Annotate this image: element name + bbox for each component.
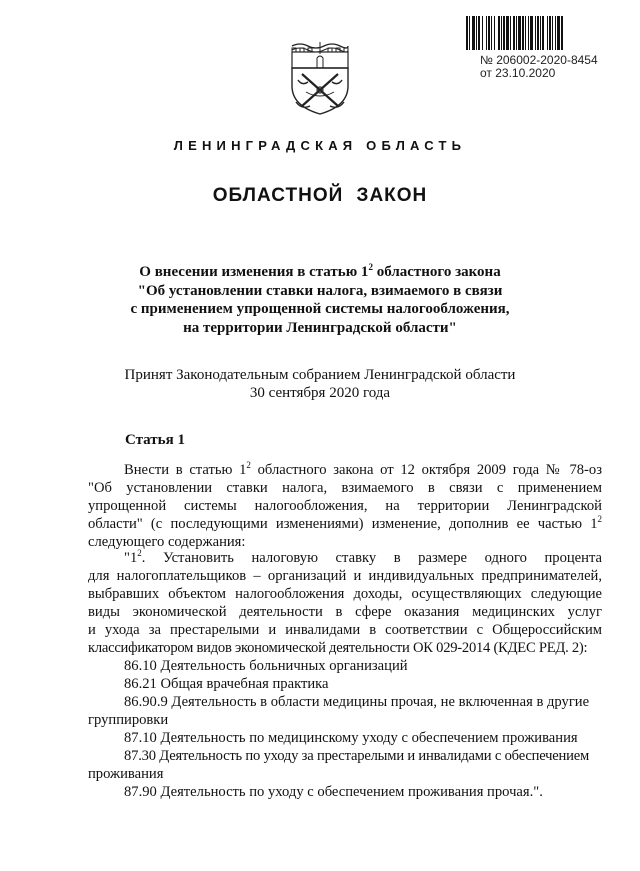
body-line: следующего содержания:	[88, 534, 246, 550]
activity-code-item: группировки	[88, 712, 169, 728]
activity-code-item: 87.10 Деятельность по медицинскому уходу с обеспечением проживания	[124, 730, 578, 746]
activity-code-item: 87.90 Деятельность по уходу с обеспечением проживания прочая.".	[124, 784, 543, 800]
adoption-statement	[0, 366, 640, 402]
body-line: Внести в статью $1^2$ областного закона от 12 октября 2009 года № 78-оз	[124, 460, 602, 478]
activity-code-item: проживания	[88, 766, 164, 782]
activity-code-item: 86.10 Деятельность больничных организаций	[124, 658, 408, 674]
adoption-line: Принят Законодательным собранием Ленинградской области	[124, 367, 516, 383]
title-line: с применением упрощенной системы налогообложения,	[130, 301, 510, 317]
document-type: ОБЛАСТНОЙ ЗАКОН	[212, 185, 428, 206]
body-line: и ухода за престарелыми и инвалидами в соответствии с Общероссийским	[88, 622, 602, 638]
title-line: на территории Ленинградской области"	[183, 319, 457, 336]
leningrad-oblast-coat-of-arms-icon	[286, 40, 354, 116]
title-line: О внесении изменения в статью $1^2$ областного закона	[139, 262, 501, 280]
region-name: ЛЕНИНГРАДСКАЯ ОБЛАСТЬ	[173, 138, 467, 153]
body-line: виды экономической деятельности в сфере оказания медицинских услуг	[88, 604, 602, 620]
adoption-date: 30 сентября 2020 года	[249, 385, 391, 401]
barcode-bar	[563, 16, 564, 50]
body-line: области" (с последующими изменениями) изменение, дополнив ее частью $1^2$	[88, 514, 602, 532]
activity-code-item: 86.90.9 Деятельность в области медицины прочая, не включенная в другие	[124, 694, 590, 710]
body-line: классификатором видов экономической деятельности ОК 029-2014 (КДЕС РЕД. 2):	[88, 640, 588, 656]
body-line: упрощенной системы налогообложения, на территории Ленинградской	[88, 498, 602, 514]
body-line: выбравших объектом налогообложения доходы, осуществляющих следующие	[88, 586, 602, 602]
registration-date: от 23.10.2020	[480, 66, 556, 80]
barcode	[466, 16, 618, 50]
activity-code-item: 87.30 Деятельность по уходу за престарелыми и инвалидами с обеспечением	[124, 748, 590, 764]
activity-code-item: 86.21 Общая врачебная практика	[124, 676, 329, 692]
article-heading: Статья 1	[125, 432, 185, 448]
law-title	[0, 263, 640, 337]
registration-number: № 206002-2020-8454	[480, 53, 598, 67]
body-line: "Об установлении ставки налога, взимаемого в связи с применением	[88, 480, 602, 496]
title-line: "Об установлении ставки налога, взимаемого в связи	[137, 282, 503, 299]
body-line: для налогоплательщиков – организаций и индивидуальных предпринимателей,	[88, 568, 602, 584]
body-line: "$1^2$. Установить налоговую ставку в размере одного процента	[124, 548, 602, 566]
